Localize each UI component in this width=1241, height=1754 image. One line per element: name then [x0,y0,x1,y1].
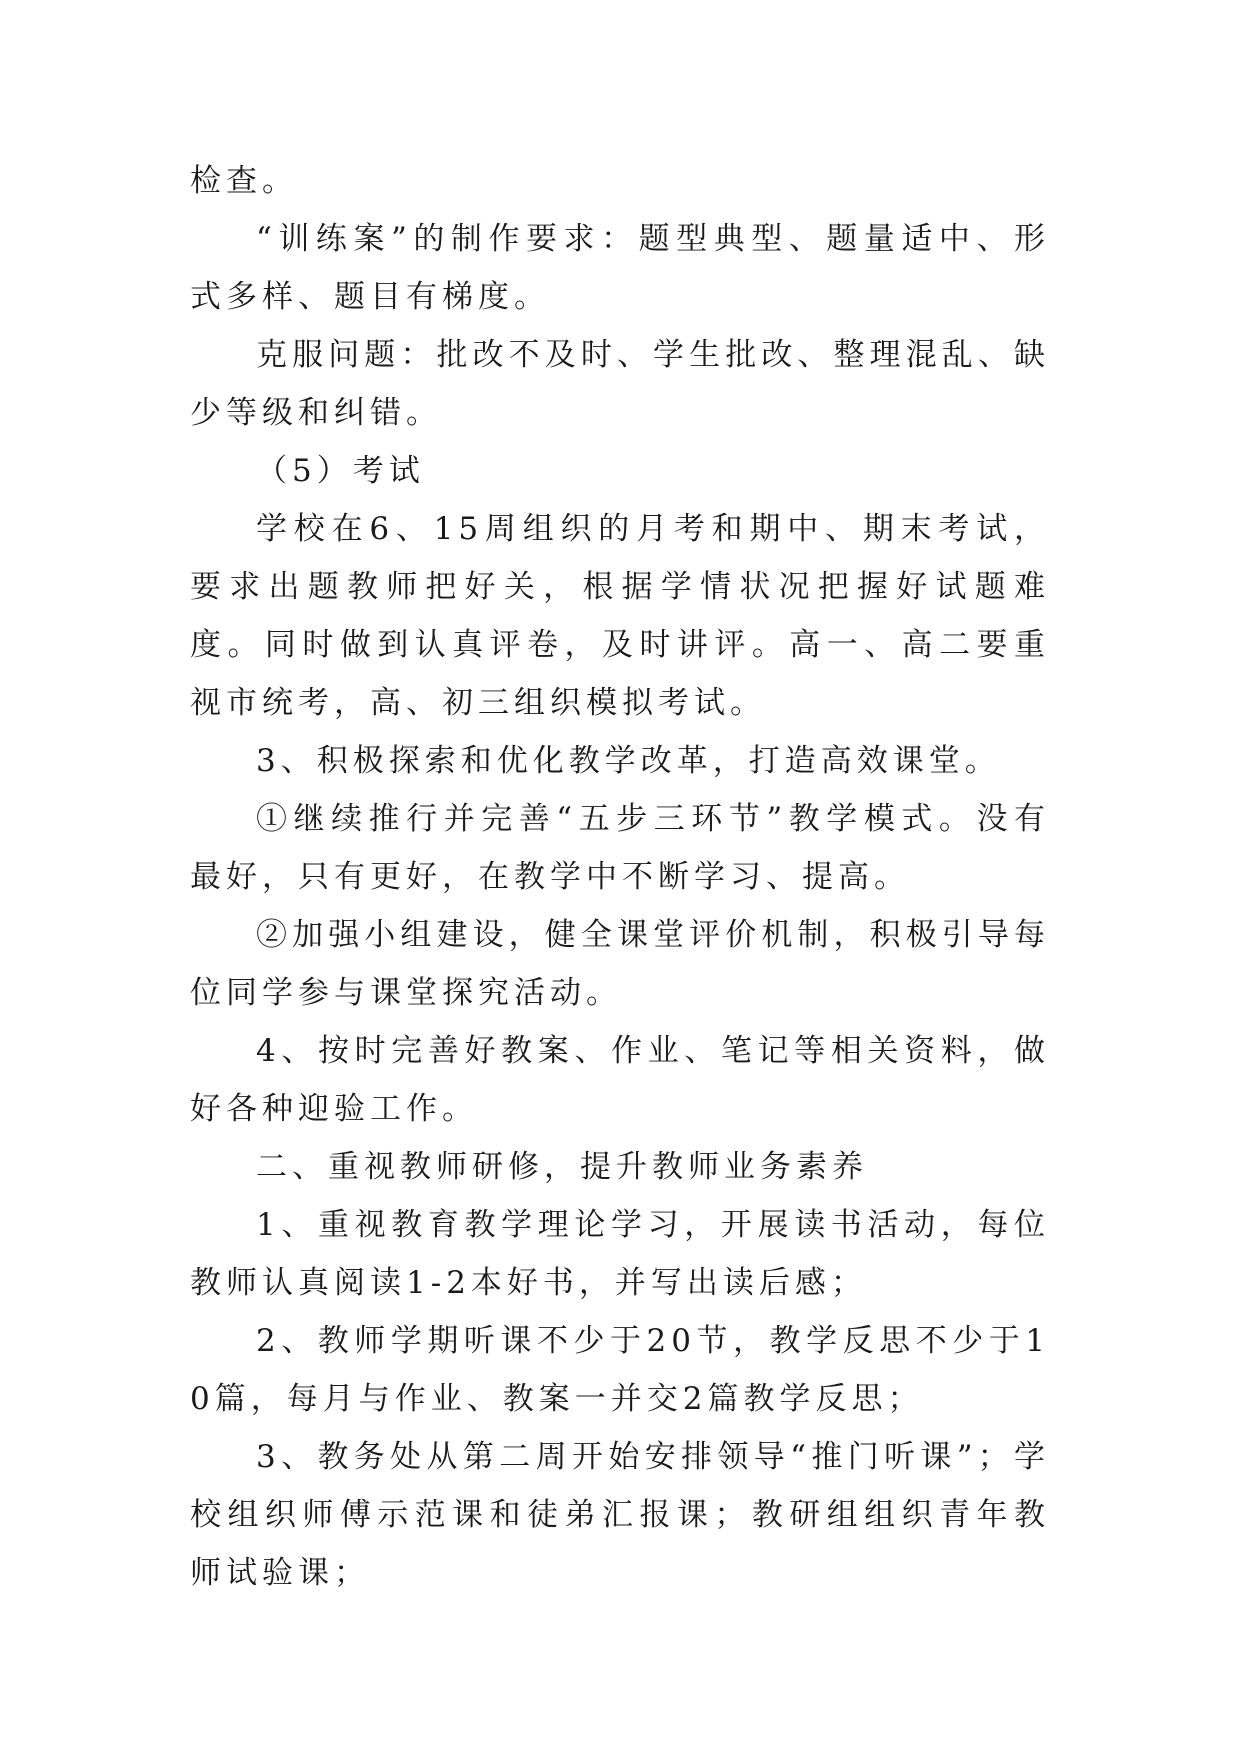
paragraph-exam: 学校在6、15周组织的月考和期中、期末考试，要求出题教师把好关，根据学情状况把握好试题难度。同时做到认真评卷，及时讲评。高一、高二要重视市统考，高、初三组织模拟考试。 [190,511,1050,721]
paragraph-check: 检查。 [190,163,298,199]
paragraph-push-door-lessons: 3、教务处从第二周开始安排领导“推门听课”；学校组织师傅示范课和徒弟汇报课；教研组组织青年教师试验课； [190,1439,1050,1591]
heading-exam: （5）考试 [256,453,425,489]
paragraph-training-requirements: “训练案”的制作要求：题型典型、题量适中、形式多样、题目有梯度。 [190,221,1050,315]
paragraph-group-building: ②加强小组建设，健全课堂评价机制，积极引导每位同学参与课堂探究活动。 [190,917,1050,1011]
paragraph-five-steps: ①继续推行并完善“五步三环节”教学模式。没有最好，只有更好，在教学中不断学习、提高。 [190,801,1050,895]
paragraph-overcome-problems: 克服问题：批改不及时、学生批改、整理混乱、缺少等级和纠错。 [190,337,1050,431]
paragraph-materials: 4、按时完善好教案、作业、笔记等相关资料，做好各种迎验工作。 [190,1033,1050,1127]
heading-teacher-training: 二、重视教师研修，提升教师业务素养 [256,1149,868,1185]
paragraph-teaching-reform: 3、积极探索和优化教学改革，打造高效课堂。 [256,743,1001,779]
paragraph-theory-study: 1、重视教育教学理论学习，开展读书活动，每位教师认真阅读1-2本好书，并写出读后感； [190,1207,1050,1301]
paragraph-lesson-observation: 2、教师学期听课不少于20节，教学反思不少于10篇，每月与作业、教案一并交2篇教学反思； [190,1323,1050,1417]
document-body [190,152,1050,1602]
